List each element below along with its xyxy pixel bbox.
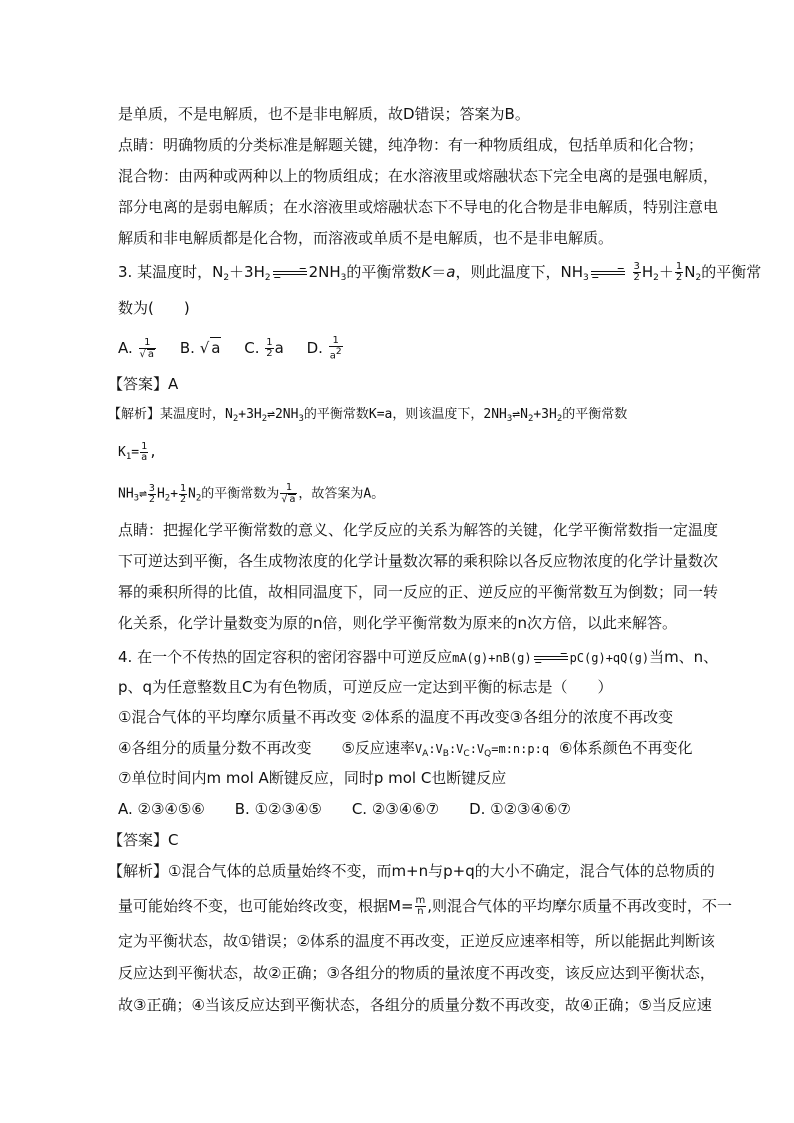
option-d-value: $\frac{1}{a^2}$ bbox=[329, 335, 342, 362]
explanation-4-formula-line: 量可能始终不变，也可能始终改变，根据M= $\frac{m}{n}$ ,则混合气体的平均摩尔质量不再改变时，不一 bbox=[118, 895, 733, 917]
fraction: $\frac{1}{√ a}$ bbox=[281, 482, 296, 505]
fraction: $\frac{1}{2}$ bbox=[675, 261, 683, 283]
fraction: $\frac{m}{n}$ bbox=[415, 895, 426, 917]
text-line: 点睛：明确物质的分类标准是解题关键，纯净物：有一种物质组成，包括单质和化合物； bbox=[118, 136, 704, 154]
option-b-value: √ a bbox=[199, 339, 221, 358]
text-line: 化关系，化学计量数变为原的n倍，则化学平衡常数为原来的n次方倍，以此来解答。 bbox=[118, 614, 678, 632]
text-line: 混合物：由两种或两种以上的物质组成；在水溶液里或熔融状态下完全电离的是强电解质， bbox=[118, 167, 719, 185]
text-line: 是单质，不是电解质，也不是非电解质，故D错误；答案为B。 bbox=[118, 105, 530, 123]
text-line: 【解析】①混合气体的总质量始终不变，而m+n与p+q的大小不确定，混合气体的总物质的 bbox=[108, 862, 715, 880]
equilibrium-arrow-icon bbox=[534, 654, 568, 662]
fraction: $\frac{1}{2}$ bbox=[180, 482, 187, 505]
text-line: 解质和非电解质都是化合物，而溶液或单质不是电解质，也不是非电解质。 bbox=[118, 229, 614, 247]
text-line: 故③正确；④当该反应达到平衡状态，各组分的质量分数不再改变，故④正确；⑤当反应速 bbox=[118, 996, 712, 1014]
nh3-formula: $NH_3\rightleftharpoons$ $\frac{3}{2}$ $H_2+$ $\frac{1}{2}$ $N_2$的平衡常数为 $\frac{1}{√ a}$ ，故答案为A。 bbox=[118, 482, 385, 505]
text-line: ⑦单位时间内m mol A断键反应，同时p mol C也断键反应 bbox=[118, 769, 507, 787]
equilibrium-arrow-icon bbox=[273, 269, 307, 277]
text-line: 反应达到平衡状态，故②正确；③各组分的物质的量浓度不再改变，该反应达到平衡状态， bbox=[118, 964, 715, 982]
question-4-stem: 4. 在一个不传热的固定容积的密闭容器中可逆反应mA(g)+nB(g) pC(g)+qQ(g)当m、n、 bbox=[118, 648, 719, 666]
equilibrium-arrow-icon bbox=[591, 269, 625, 277]
fraction: $\frac{1}{a}$ bbox=[141, 441, 148, 463]
explanation-3: 【解析】某温度时，$N_2+3H_2\rightleftharpoons 2NH_3$的平衡常数K=a，则该温度下，$2NH_3\rightleftharpoons N_2+3H_2$的平衡常数 bbox=[108, 407, 628, 424]
k1-formula: $K_1=$ $\frac{1}{a}$ , bbox=[118, 441, 157, 463]
text-line: ①混合气体的平均摩尔质量不再改变 ②体系的温度不再改变③各组分的浓度不再改变 bbox=[118, 708, 674, 726]
text-line: 定为平衡状态，故①错误；②体系的温度不再改变，正逆反应速率相等，所以能据此判断该 bbox=[118, 932, 715, 950]
question-3-options: A. $\frac{1}{√ a}$ B. √ a C. $\frac{1}{2}$ a D. $\frac{1}{a^2}$ bbox=[118, 335, 342, 362]
answer-label: 【答案】A bbox=[108, 375, 179, 393]
fraction: $\frac{3}{2}$ bbox=[148, 482, 155, 505]
fraction: $\frac{3}{2}$ bbox=[633, 261, 640, 283]
text-line: 点睛：把握化学平衡常数的意义、化学反应的关系为解答的关键，化学平衡常数指一定温度 bbox=[118, 521, 719, 539]
answer-label: 【答案】C bbox=[108, 831, 179, 849]
question-3-stem: 3. 某温度时，$N_2+3H_2$ $2NH_3$的平衡常数K＝a，则此温度下，$NH_3$ $\frac{3}{2}$ $H_2+$ $\frac{1}{2}$ $N_2$的平衡常 bbox=[118, 261, 762, 283]
option-c-value: $\frac{1}{2}$ bbox=[266, 337, 273, 360]
question-4-options: A. ②③④⑤⑥ B. ①②③④⑤ C. ②③④⑥⑦ D. ①②③④⑥⑦ bbox=[118, 800, 571, 818]
text-line: 下可逆达到平衡，各生成物浓度的化学计量数次幂的乘积除以各反应物浓度的化学计量数次 bbox=[118, 552, 719, 570]
text-line: 部分电离的是弱电解质；在水溶液里或熔融状态下不导电的化合物是非电解质，特别注意电 bbox=[118, 198, 719, 216]
text-line: 数为( ) bbox=[118, 299, 190, 317]
question-4-item-line: ④各组分的质量分数不再改变 ⑤反应速率$V_A:V_B:V_C:V_Q=m:n:p:q$ ⑥体系颜色不再变化 bbox=[118, 739, 693, 759]
text-line: 幂的乘积所得的比值，故相同温度下，同一反应的正、逆反应的平衡常数互为倒数；同一转 bbox=[118, 583, 719, 601]
text-line: p、q为任意整数且C为有色物质，可逆反应一定达到平衡的标志是（ ） bbox=[118, 678, 613, 696]
option-a-value: $\frac{1}{√ a}$ bbox=[139, 336, 155, 360]
